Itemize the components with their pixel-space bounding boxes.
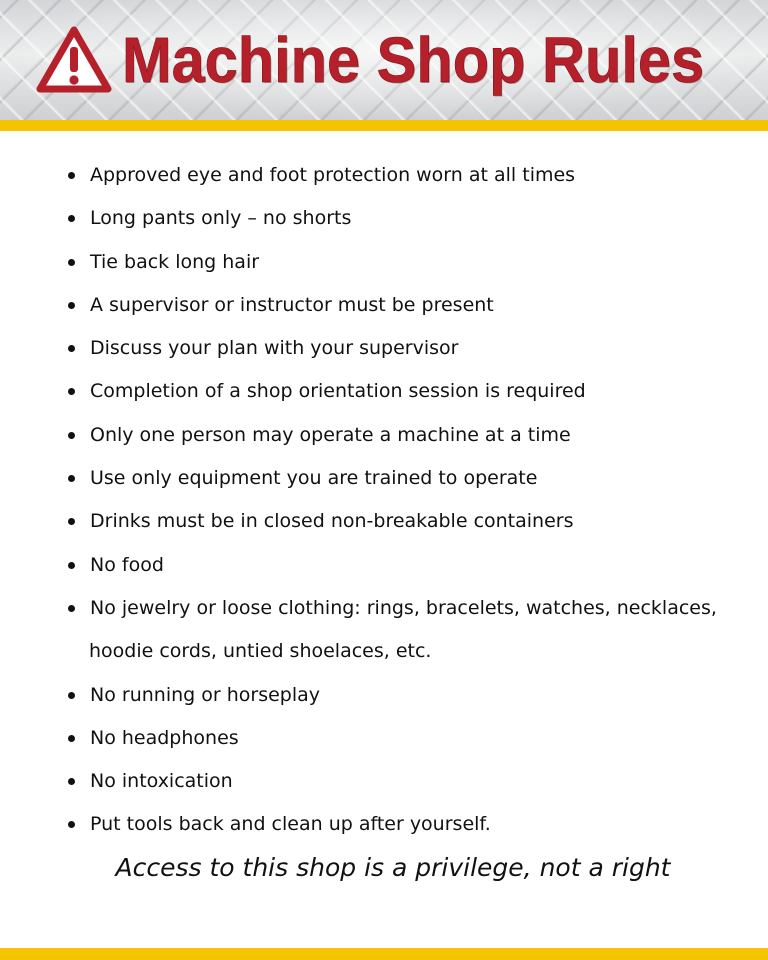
bullet-icon (68, 259, 75, 266)
rule-text: Approved eye and foot protection worn at all times (90, 164, 576, 186)
bullet-icon (68, 215, 75, 222)
bullet-icon (68, 778, 75, 785)
rule-item (66, 717, 756, 760)
rule-item (66, 500, 756, 543)
rule-text: No jewelry or loose clothing: rings, bracelets, watches, necklaces, (90, 596, 717, 619)
bullet-icon (68, 345, 75, 352)
rule-item (66, 241, 756, 284)
rule-text: No headphones (90, 726, 239, 749)
bullet-icon (68, 172, 75, 179)
tagline: Access to this shop is a privilege, not a right (115, 853, 671, 882)
bullet-icon (68, 821, 75, 828)
footer-accent-band (0, 948, 768, 960)
rule-item (66, 414, 756, 457)
bullet-icon (68, 692, 75, 699)
rule-item (66, 154, 756, 197)
rule-text: Put tools back and clean up after yourself. (90, 813, 491, 836)
bullet-icon (68, 388, 75, 395)
rule-item (66, 760, 756, 803)
rule-text: Discuss your plan with your supervisor (90, 337, 459, 360)
rule-text: Use only equipment you are trained to operate (90, 467, 538, 490)
rule-text: No running or horseplay (90, 683, 321, 706)
rule-item (66, 544, 756, 587)
bullet-icon (68, 562, 75, 569)
rule-item (66, 327, 756, 370)
page-title: Machine Shop Rules (122, 24, 705, 96)
rule-item (66, 803, 756, 846)
rule-text: Tie back long hair (90, 250, 260, 273)
rule-item (66, 587, 756, 674)
rule-item (66, 457, 756, 500)
bullet-icon (68, 432, 75, 439)
warning-triangle-icon (36, 25, 112, 95)
bullet-icon (68, 475, 75, 482)
rule-text: Drinks must be in closed non-breakable containers (90, 510, 574, 533)
rule-item (66, 674, 756, 717)
rule-text-continuation: hoodie cords, untied shoelaces, etc. (89, 640, 432, 663)
rule-text: No intoxication (90, 770, 233, 793)
header-diamond-plate (0, 0, 768, 120)
bullet-icon (68, 302, 75, 309)
rule-text: A supervisor or instructor must be present (90, 293, 494, 316)
bullet-icon (68, 518, 75, 525)
rule-item (66, 370, 756, 413)
rule-text: Long pants only – no shorts (90, 207, 352, 230)
bullet-icon (68, 605, 75, 612)
rule-text: Completion of a shop orientation session is required (90, 380, 586, 403)
rule-item (66, 284, 756, 327)
rule-text: No food (90, 553, 164, 576)
rule-item (66, 197, 756, 240)
rule-text: Only one person may operate a machine at a time (90, 423, 571, 446)
header-accent-band (0, 120, 768, 131)
title-group (36, 18, 748, 102)
rules-list (66, 154, 756, 847)
bullet-icon (68, 735, 75, 742)
